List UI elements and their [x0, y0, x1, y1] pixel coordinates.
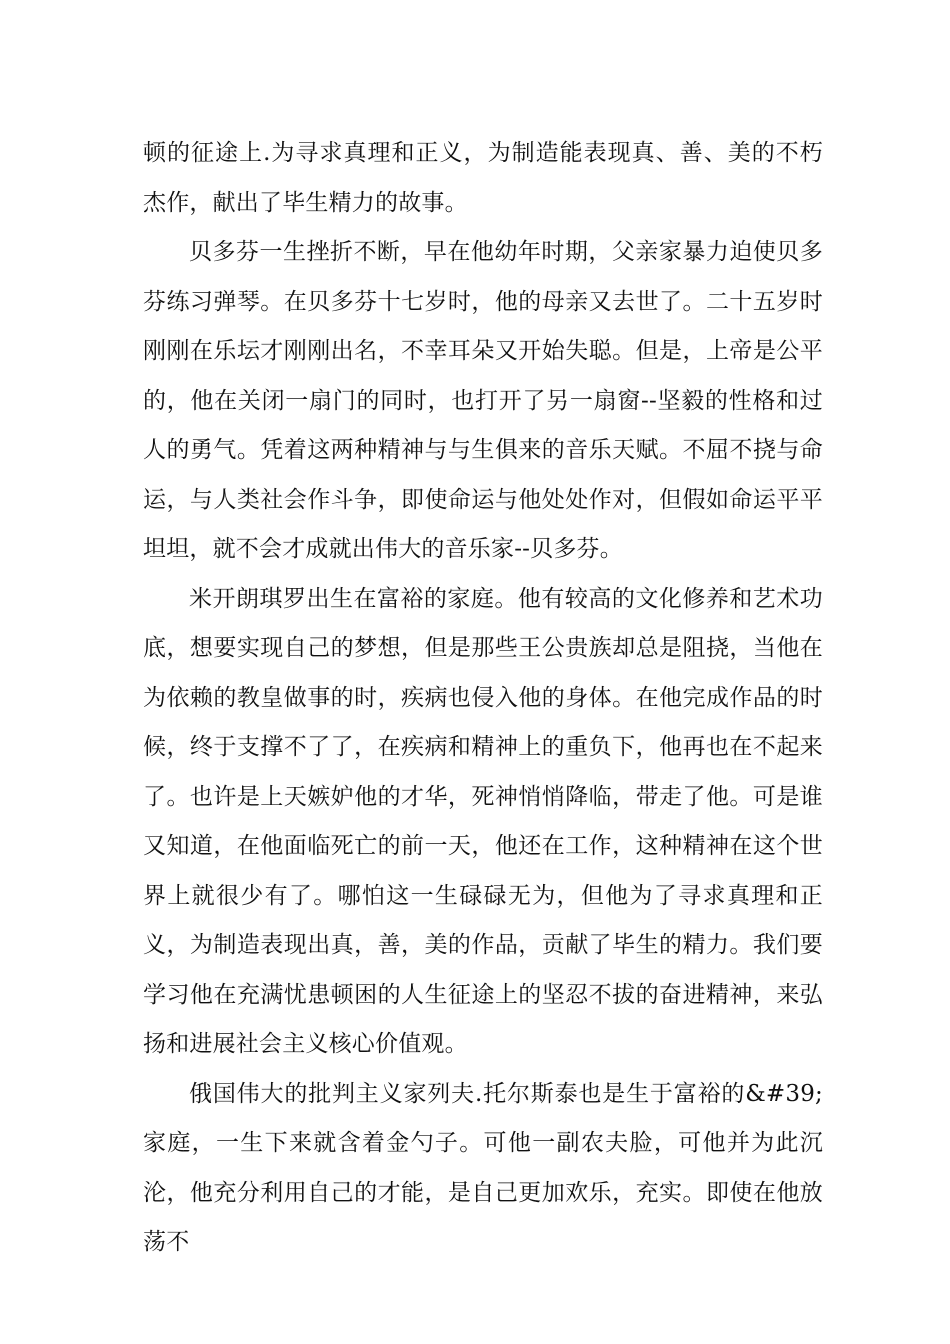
document-body — [143, 129, 823, 1268]
paragraph-1: 顿的征途上.为寻求真理和正义，为制造能表现真、善、美的不朽杰作，献出了毕生精力的故事。 — [143, 140, 823, 216]
paragraph-4: 俄国伟大的批判主义家列夫.托尔斯泰也是生于富裕的&#39;家庭，一生下来就含着金勺子。可他一副农夫脸，可他并为此沉沦，他充分利用自己的才能，是自己更加欢乐，充实。即使在他放荡不 — [143, 1080, 823, 1255]
paragraph-3: 米开朗琪罗出生在富裕的家庭。他有较高的文化修养和艺术功底，想要实现自己的梦想，但是那些王公贵族却总是阻挠，当他在为依赖的教皇做事的时，疾病也侵入他的身体。在他完成作品的时候，终于支撑不了了，在疾病和精神上的重负下，他再也在不起来了。也许是上天嫉妒他的才华，死神悄悄降临，带走了他。可是谁又知道，在他面临死亡的前一天，他还在工作，这种精神在这个世界上就很少有了。哪怕这一生碌碌无为，但他为了寻求真理和正义，为制造表现出真，善，美的作品，贡献了毕生的精力。我们要学习他在充满忧患顿困的人生征途上的坚忍不拔的奋进精神，来弘扬和进展社会主义核心价值观。 — [143, 585, 823, 1057]
paragraph-2: 贝多芬一生挫折不断，早在他幼年时期，父亲家暴力迫使贝多芬练习弹琴。在贝多芬十七岁时，他的母亲又去世了。二十五岁时刚刚在乐坛才刚刚出名，不幸耳朵又开始失聪。但是，上帝是公平的，他在关闭一扇门的同时，也打开了另一扇窗--坚毅的性格和过人的勇气。凭着这两种精神与与生俱来的音乐天赋。不屈不挠与命运，与人类社会作斗争，即使命运与他处处作对，但假如命运平平坦坦，就不会才成就出伟大的音乐家--贝多芬。 — [143, 239, 823, 562]
